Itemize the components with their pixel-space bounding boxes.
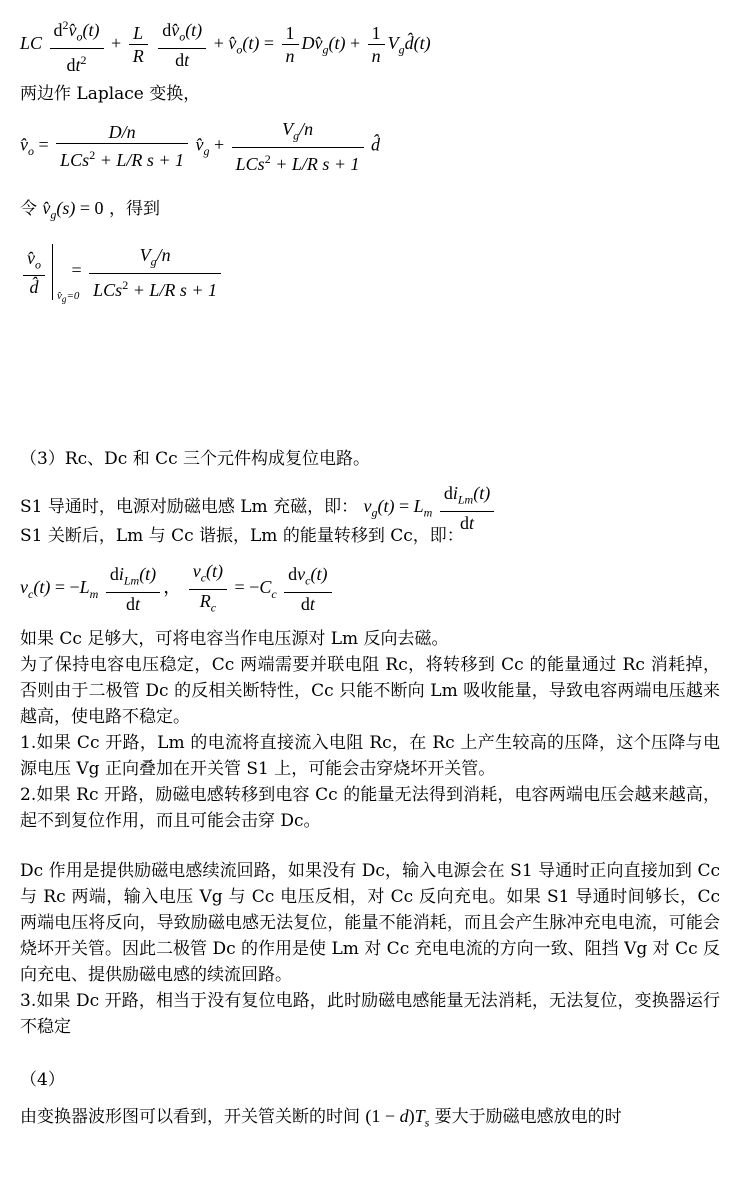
paragraph-1: 如果 Cc 足够大，可将电容当作电压源对 Lm 反向去磁。	[20, 629, 449, 649]
paragraph-7-tail: 要大于励磁电感放电的时	[434, 1107, 622, 1127]
s1-on-equation: $v_g(t) = L_m$ $\frac{di_{Lm}(t)}{dt}$	[364, 496, 498, 516]
paragraph-6: 3.如果 Dc 开路，相当于没有复位电路，此时励磁电感能量无法消耗，无法复位，变换器运行不稳定	[20, 991, 720, 1037]
laplace-line: 两边作 Laplace 变换，	[20, 84, 201, 104]
section-4-title: （4）	[20, 1070, 65, 1090]
paragraph-3: 1.如果 Cc 开路，Lm 的电流将直接流入电阻 Rc，在 Rc 上产生较高的压降，这个压降与电源电压 Vg 正向叠加在开关管 S1 上，可能会击穿烧坏开关管。	[20, 733, 720, 779]
equation-1: LC $\frac{d^2v̂_o(t)}{dt^2}$ + $\frac{L}{R}$ $\frac{dv̂_o(t)}{dt}$ + $v̂_o(t)$ = $\frac{1}{n}$ $Dv̂_g(t)$ + $\frac{1}{n}$ $V_gd̂(t)$	[20, 14, 431, 76]
let-vg-line	[20, 196, 160, 227]
s1-on-text: S1 导通时，电源对励磁电感 Lm 充磁，即：	[20, 496, 359, 517]
paragraph-5: Dc 作用是提供励磁电感续流回路，如果没有 Dc，输入电源会在 S1 导通时正向直接加到 Cc 与 Rc 两端，输入电压 Vg 与 Cc 电压反相，对 Cc 反向充电。如果 S1 导通时间够长，Cc 两端电压将反向，导致励磁电感无法复位，能量不能消耗，而且会产生脉冲充电电流，可能会烧坏开关管。因此二极管 Dc 的作用是使 Lm 对 Cc 充电电流的方向一致、阻挡 Vg 对 Cc 反向充电、提供励磁电感的续流回路。	[20, 861, 721, 985]
equation-3: $\frac{v̂_o}{d̂}$ $v̂_g=0$ = $\frac{V_g/n}{LCs^2 + L/R s + 1}$	[20, 244, 224, 301]
s1-off-line: S1 关断后，Lm 与 Cc 谐振，Lm 的能量转移到 Cc，即：	[20, 526, 464, 546]
off-time-math: $(1 - d)T_s$	[365, 1106, 430, 1130]
paragraph-4: 2.如果 Rc 开路，励磁电感转移到电容 Cc 的能量无法得到消耗，电容两端电压会越来越高，起不到复位作用，而且可能会击穿 Dc。	[20, 785, 720, 831]
paragraph-7-line	[20, 1104, 622, 1135]
paragraph-2: 为了保持电容电压稳定，Cc 两端需要并联电阻 Rc，将转移到 Cc 的能量通过 Rc 消耗掉，否则由于二极管 Dc 的反相关断特性，Cc 只能不断向 Lm 吸收能量，导致电容两端电压越来越高，使电路不稳定。	[20, 655, 720, 727]
section-3-title: （3）Rc、Dc 和 Cc 三个元件构成复位电路。	[20, 449, 371, 469]
let-vg-tail: ，得到	[108, 199, 160, 219]
let-vg-label: 令	[20, 199, 37, 219]
equation-2: $v̂_o$ = $\frac{D/n}{LCs^2 + L/R s + 1}$ $v̂_g$ + $\frac{V_g/n}{LCs^2 + L/R s + 1}$ d̂	[20, 119, 380, 174]
equation-4: $v_c(t) = -L_m$ $\frac{di_{Lm}(t)}{dt}$ ， $\frac{v_c(t)}{R_c}$ = $-C_c$ $\frac{dv_c(t)}{dt}$	[20, 560, 335, 618]
paragraph-7-text: 由变换器波形图可以看到，开关管关断的时间	[20, 1107, 360, 1127]
vg-zero-math: $v̂_g(s) = 0$	[42, 198, 104, 222]
